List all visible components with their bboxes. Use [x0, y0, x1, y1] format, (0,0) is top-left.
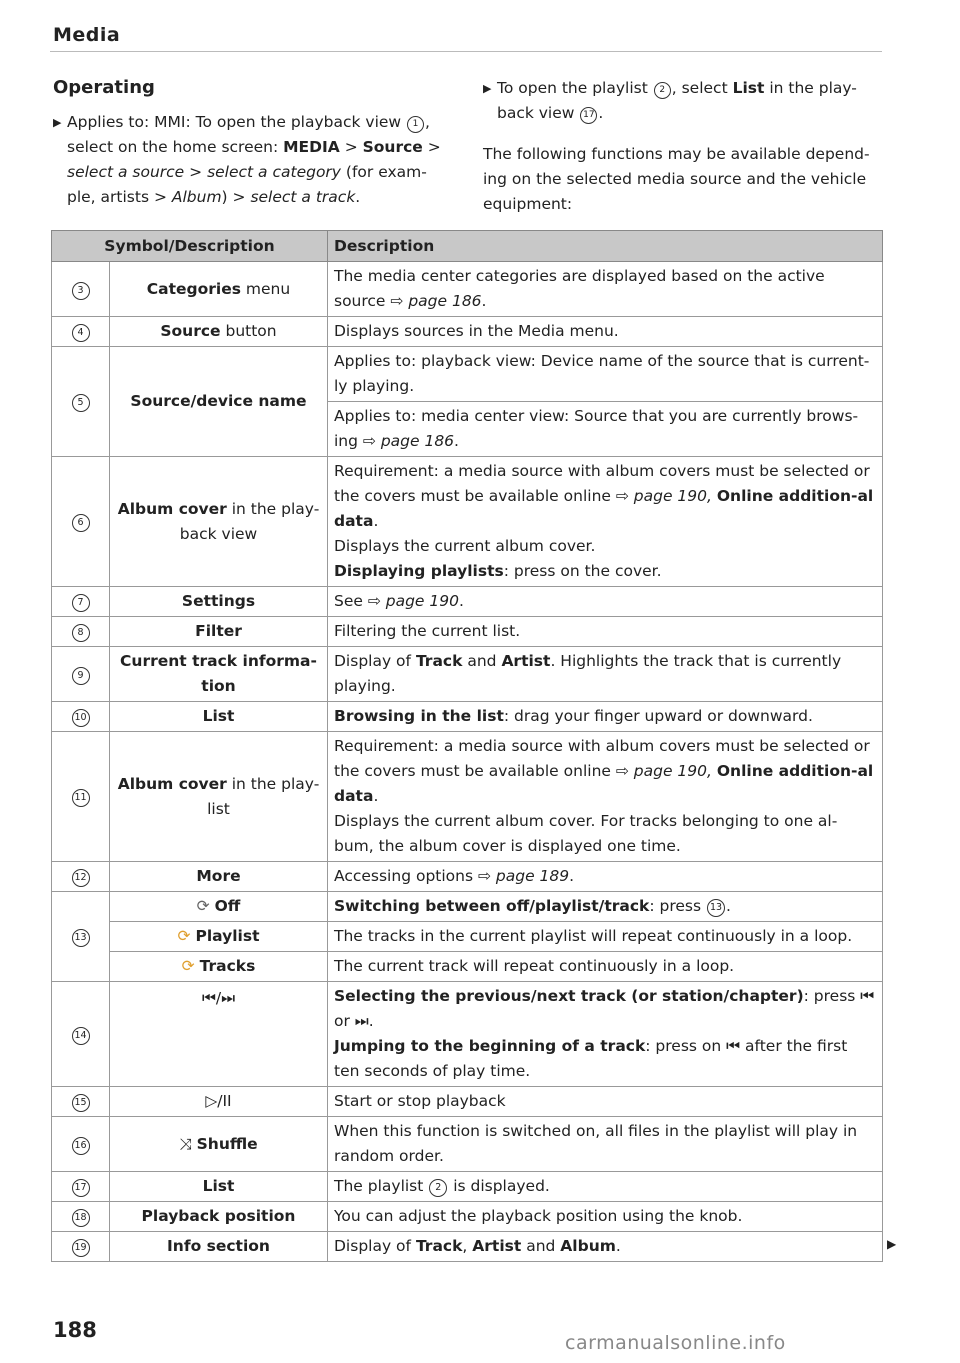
callout-18: 18: [72, 1209, 90, 1227]
table-row: 9 Current track informa-tion Display of Track and Artist. Highlights the track that is currently playing.: [52, 647, 883, 702]
functions-intro: The following functions may be available depend-ing on the selected media source and the vehicle equipment:: [483, 145, 870, 213]
bullet-open-playlist: ▶ To open the playlist 2 , select List in the play-back view 17 .: [483, 76, 883, 126]
callout-4: 4: [72, 324, 90, 342]
callout-5: 5: [72, 394, 90, 412]
skip-prev-next-icon: ⏮/⏭: [201, 989, 236, 1007]
watermark: carmanualsonline.info: [565, 1332, 786, 1354]
callout-12: 12: [72, 869, 90, 887]
callout-17: 17: [72, 1179, 90, 1197]
table-row: 17 List The playlist 2 is displayed.: [52, 1172, 883, 1202]
callout-16: 16: [72, 1137, 90, 1155]
table-header-row: [52, 231, 883, 262]
table-row: 11 Album cover in the play-list Requirement: a media source with album covers must be selected or the covers must be available online ⇨ page 190, Online addition-al data. Displays the current album cover. For tracks belonging to one al-bum, the album cover is displayed one time.: [52, 732, 883, 862]
repeat-track-icon: ⟳: [181, 957, 195, 975]
table-row: 8 Filter Filtering the current list.: [52, 617, 883, 647]
table-row: 16 ⤨ Shuffle When this function is switched on, all files in the playlist will play in random order.: [52, 1117, 883, 1172]
repeat-off-icon: ⟳: [196, 897, 210, 915]
table-row: ⟳ Playlist The tracks in the current playlist will repeat continuously in a loop.: [52, 922, 883, 952]
table-row: 4 Source button Displays sources in the Media menu.: [52, 317, 883, 347]
callout-17: 17: [580, 107, 597, 124]
table-row: ⟳ Tracks The current track will repeat continuously in a loop.: [52, 952, 883, 982]
table-row: 10 List Browsing in the list: drag your finger upward or downward.: [52, 702, 883, 732]
bullet-playback-view: ▶ Applies to: MMI: To open the playback view 1 , select on the home screen: MEDIA > Source > select a source > select a category (for exam-ple, artists > Album) > select a track.: [53, 110, 448, 210]
col-header-description: Description: [328, 231, 883, 262]
table-row: 7 Settings See ⇨ page 190.: [52, 587, 883, 617]
table-row: 18 Playback position You can adjust the playback position using the knob.: [52, 1202, 883, 1232]
callout-8: 8: [72, 624, 90, 642]
callout-14: 14: [72, 1027, 90, 1045]
continue-arrow-icon: ▶: [887, 1237, 897, 1251]
callout-13: 13: [72, 929, 90, 947]
page-ref-link[interactable]: ⇨ page 190: [367, 592, 459, 610]
callout-1: 1: [407, 116, 424, 133]
callout-13-inline: 13: [707, 899, 725, 917]
table-row: Applies to: media center view: Source that you are currently brows-ing ⇨ page 186.: [52, 402, 883, 457]
page-number: 188: [53, 1318, 97, 1342]
shuffle-icon: ⤨: [179, 1134, 192, 1153]
table-row: 6 Album cover in the play-back view Requirement: a media source with album covers must be selected or the covers must be available online ⇨ page 190, Online addition-al data. Displays the current album cover. Displaying playlists: press on the cover.: [52, 457, 883, 587]
page-ref-link[interactable]: ⇨ page 190,: [615, 487, 712, 505]
callout-7: 7: [72, 594, 90, 612]
table-row: 5 Source/device name Applies to: playback view: Device name of the source that is current-ly playing.: [52, 347, 883, 402]
play-pause-icon: ▷/II: [205, 1092, 232, 1110]
callout-15: 15: [72, 1094, 90, 1112]
callout-9: 9: [72, 667, 90, 685]
operating-right-column: [483, 76, 883, 217]
callout-10: 10: [72, 709, 90, 727]
section-header: Media: [53, 24, 121, 46]
operating-left-column: [53, 110, 448, 210]
page-ref-link[interactable]: ⇨ page 186: [390, 292, 482, 310]
operating-title: Operating: [53, 77, 155, 98]
bullet-arrow-icon: ▶: [483, 82, 492, 95]
header-rule: [50, 51, 882, 52]
repeat-playlist-icon: ⟳: [177, 927, 191, 945]
col-header-symbol: Symbol/Description: [52, 231, 328, 262]
table-row: 12 More Accessing options ⇨ page 189.: [52, 862, 883, 892]
functions-table: [51, 230, 883, 1262]
page-ref-link[interactable]: ⇨ page 186: [362, 432, 455, 450]
page-ref-link[interactable]: ⇨ page 189: [477, 867, 570, 885]
table-row: 13 ⟳ Off Switching between off/playlist/track: press 13 .: [52, 892, 883, 922]
table-row: 14 ⏮/⏭ Selecting the previous/next track (or station/chapter): press ⏮ or ⏭. Jumping to the beginning of a track: press on ⏮ after the first ten seconds of play time.: [52, 982, 883, 1087]
callout-19: 19: [72, 1239, 90, 1257]
callout-3: 3: [72, 282, 90, 300]
page-ref-link[interactable]: ⇨ page 190,: [615, 762, 712, 780]
callout-2: 2: [654, 82, 671, 99]
bullet-arrow-icon: ▶: [53, 116, 62, 129]
callout-2-inline: 2: [429, 1179, 447, 1197]
table-row: 3 Categories menu The media center categories are displayed based on the active source ⇨ page 186.: [52, 262, 883, 317]
callout-11: 11: [72, 789, 90, 807]
callout-6: 6: [72, 514, 90, 532]
table-row: 19 Info section Display of Track, Artist and Album.: [52, 1232, 883, 1262]
table-row: 15 ▷/II Start or stop playback: [52, 1087, 883, 1117]
